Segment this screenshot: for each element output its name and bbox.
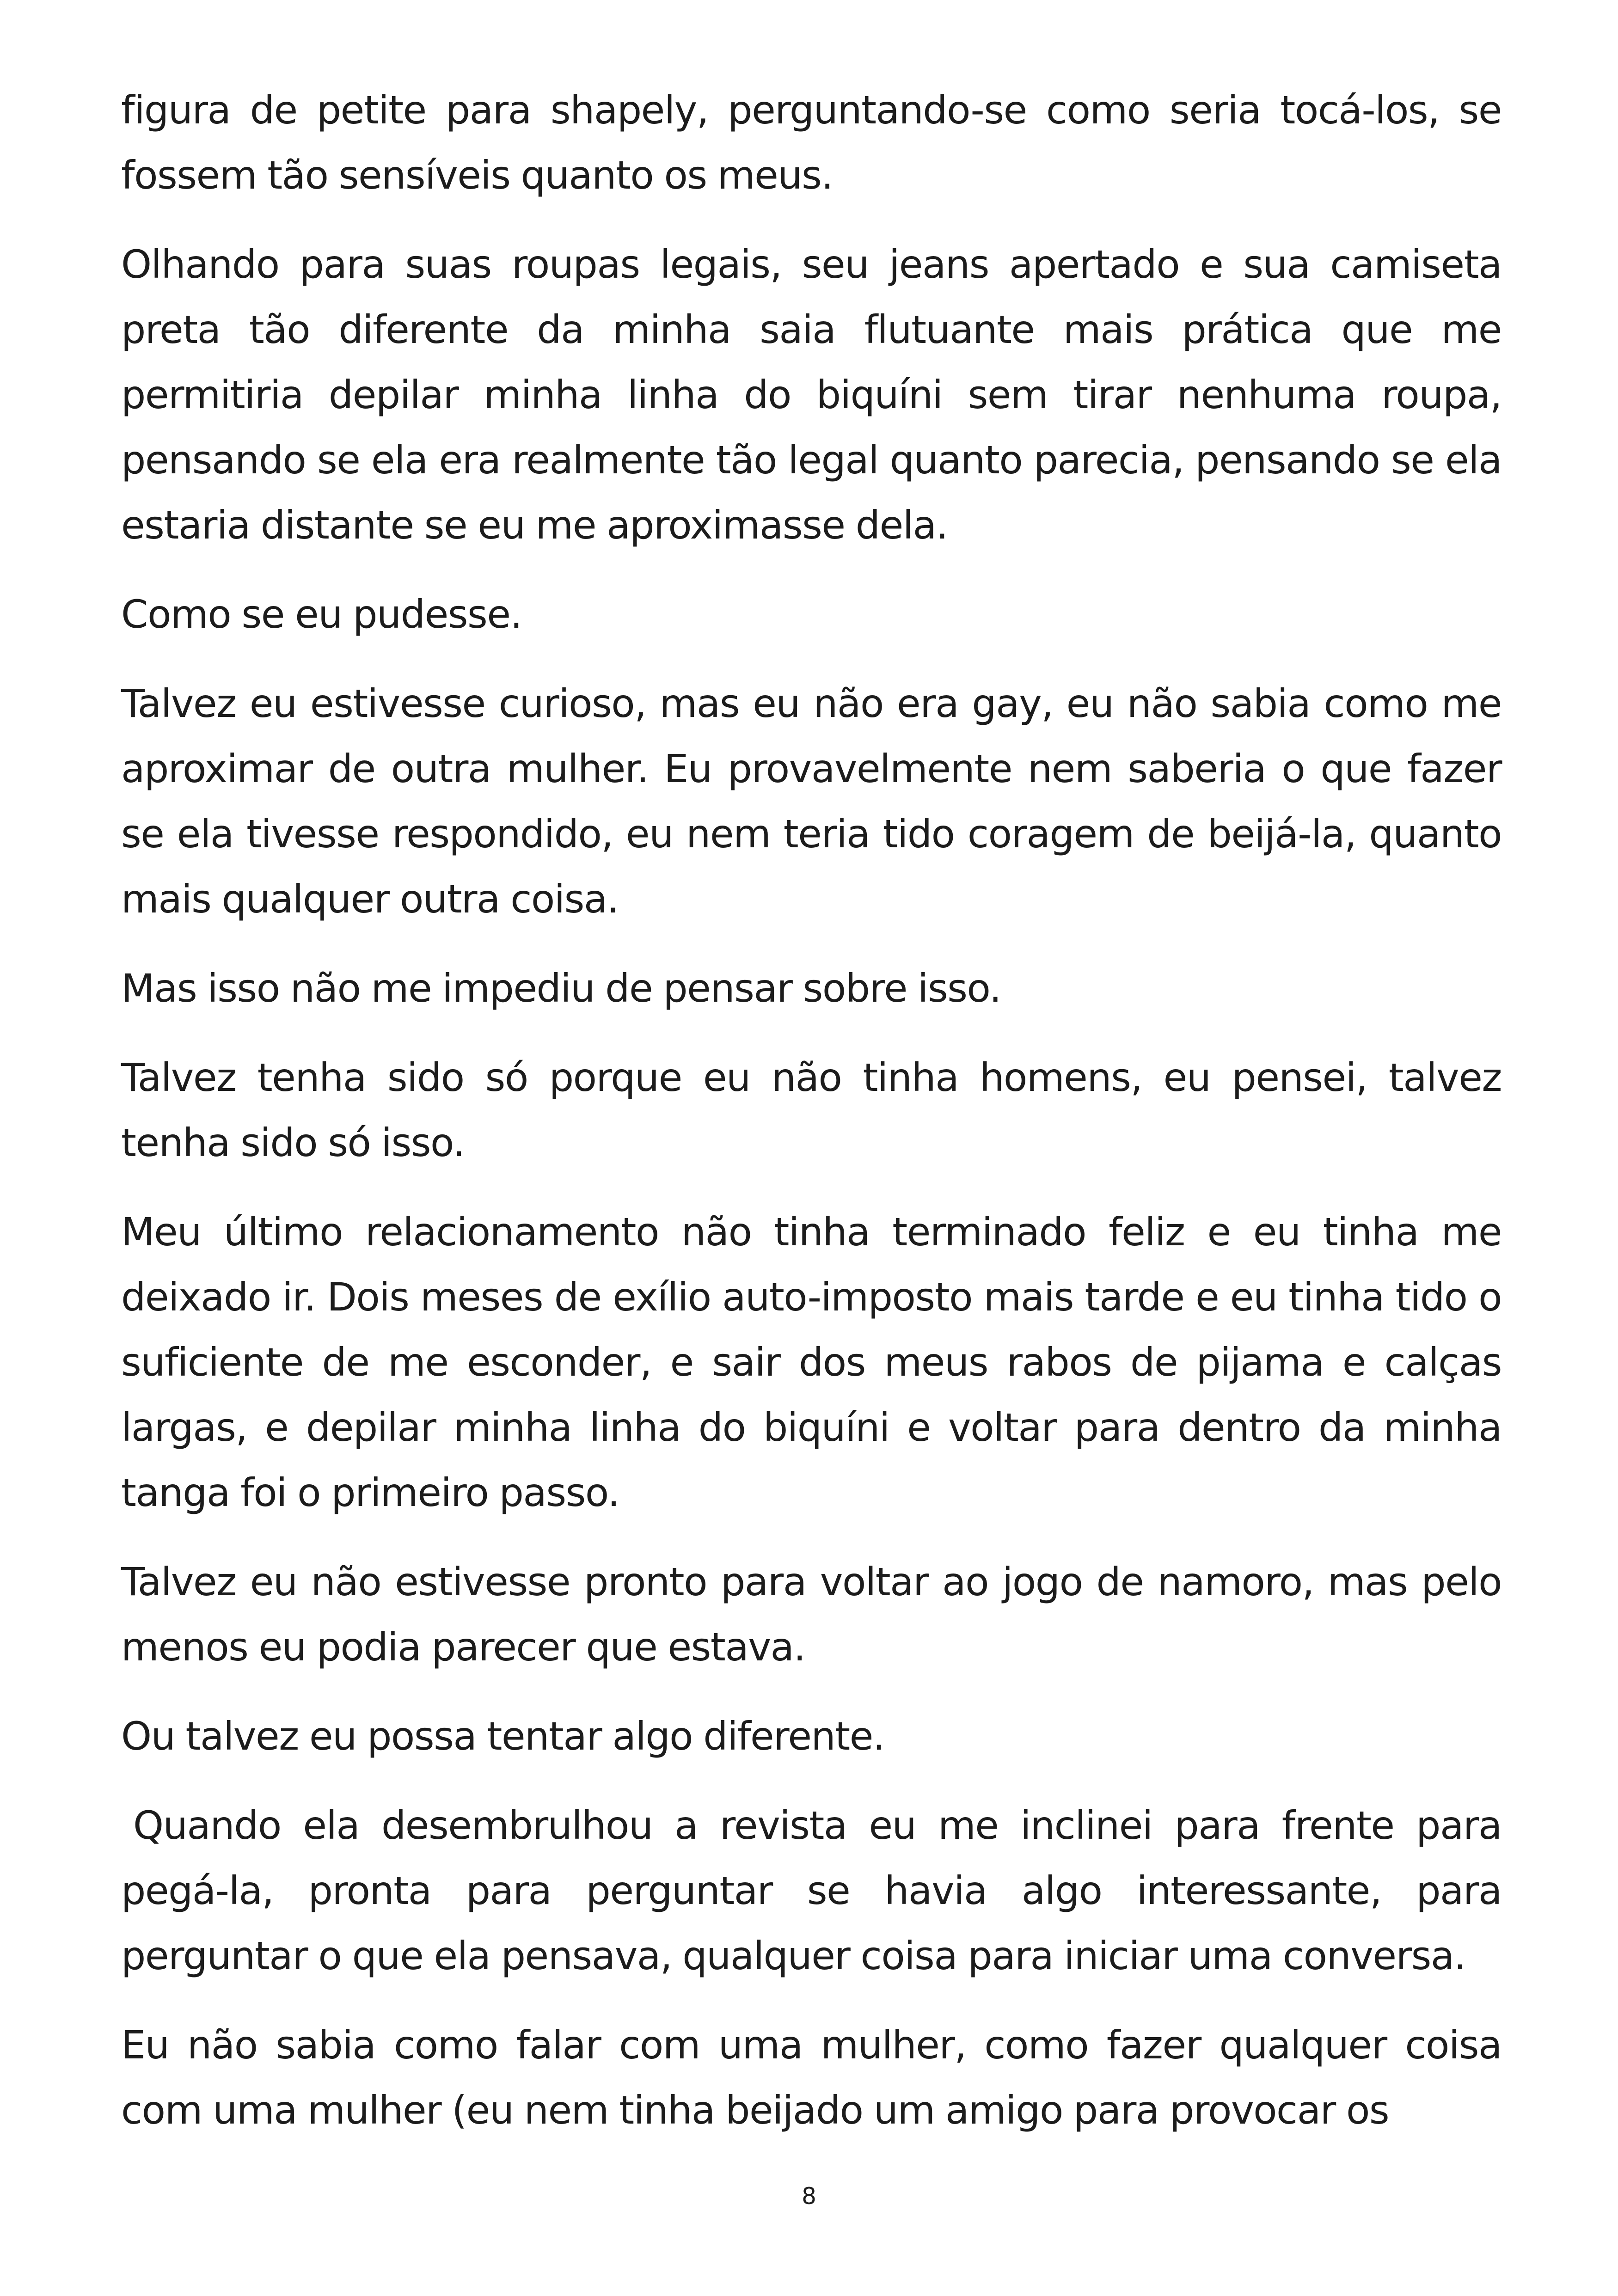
paragraph: Como se eu pudesse.: [121, 592, 522, 637]
paragraph: Olhando para suas roupas legais, seu jeans apertado e sua camiseta preta tão diferente da minha saia flutuante mais prática que me permitiria depilar minha linha do biquíni sem tirar nenhuma roupa, pensando se ela era realmente tão legal quanto parecia, pensando se ela estaria distante se eu me aproximasse dela.: [121, 242, 1502, 548]
paragraph: Quando ela desembrulhou a revista eu me inclinei para frente para pegá-la, pronta para perguntar se havia algo interessante, para perguntar o que ela pensava, qualquer coisa para iniciar uma conversa.: [121, 1803, 1502, 1978]
paragraph: Talvez tenha sido só porque eu não tinha homens, eu pensei, talvez tenha sido só isso.: [121, 1055, 1502, 1165]
paragraph: Eu não sabia como falar com uma mulher, como fazer qualquer coisa com uma mulher (eu nem tinha beijado um amigo para provocar os: [121, 2022, 1502, 2133]
paragraph: Ou talvez eu possa tentar algo diferente.: [121, 1714, 885, 1759]
paragraph: Talvez eu estivesse curioso, mas eu não era gay, eu não sabia como me aproximar de outra mulher. Eu provavelmente nem saberia o que fazer se ela tivesse respondido, eu nem teria tido coragem de beijá-la, quanto mais qualquer outra coisa.: [121, 681, 1502, 922]
page-number: 8: [802, 2183, 816, 2210]
body-text: [121, 78, 1502, 2167]
paragraph: Talvez eu não estivesse pronto para voltar ao jogo de namoro, mas pelo menos eu podia parecer que estava.: [121, 1559, 1502, 1670]
paragraph: Meu último relacionamento não tinha terminado feliz e eu tinha me deixado ir. Dois meses de exílio auto-imposto mais tarde e eu tinha tido o suficiente de me esconder, e sair dos meus rabos de pijama e calças largas, e depilar minha linha do biquíni e voltar para dentro da minha tanga foi o primeiro passo.: [121, 1209, 1502, 1515]
paragraph: figura de petite para shapely, perguntando-se como seria tocá-los, se fossem tão sensíveis quanto os meus.: [121, 87, 1502, 198]
paragraph: Mas isso não me impediu de pensar sobre isso.: [121, 966, 1001, 1011]
